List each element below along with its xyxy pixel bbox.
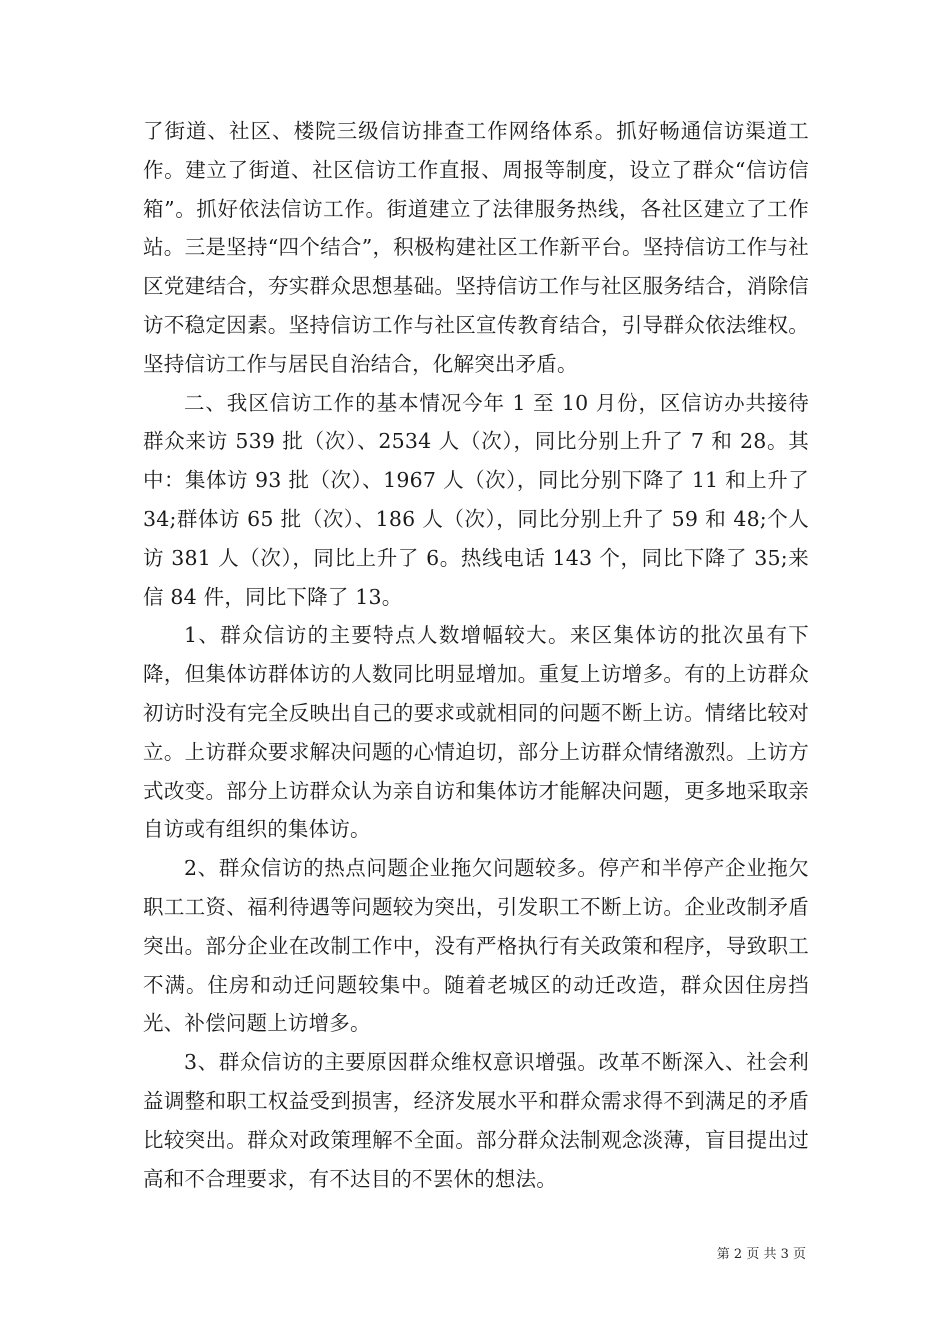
paragraph-3: 1、群众信访的主要特点人数增幅较大。来区集体访的批次虽有下降，但集体访群体访的人数同比明显增加。重复上访增多。有的上访群众初访时没有完全反映出自己的要求或就相同的问题不断上访。情绪比较对立。上访群众要求解决问题的心情迫切，部分上访群众情绪激烈。上访方式改变。部分上访群众认为亲自访和集体访才能解决问题，更多地采取亲自访或有组织的集体访。 xyxy=(143,623,809,842)
document-body xyxy=(143,112,809,1198)
paragraph-5: 3、群众信访的主要原因群众维权意识增强。改革不断深入、社会利益调整和职工权益受到损害，经济发展水平和群众需求得不到满足的矛盾比较突出。群众对政策理解不全面。部分群众法制观念淡薄，盲目提出过高和不合理要求，有不达目的不罢休的想法。 xyxy=(143,1050,809,1191)
paragraph-4: 2、群众信访的热点问题企业拖欠问题较多。停产和半停产企业拖欠职工工资、福利待遇等问题较为突出，引发职工不断上访。企业改制矛盾突出。部分企业在改制工作中，没有严格执行有关政策和程序，导致职工不满。住房和动迁问题较集中。随着老城区的动迁改造，群众因住房挡光、补偿问题上访增多。 xyxy=(143,856,809,1036)
paragraph-2: 二、我区信访工作的基本情况今年 1 至 10 月份，区信访办共接待群众来访 539 批（次）、2534 人（次），同比分别上升了 7 和 28。其中：集体访 93 批（次）、1967 人（次），同比分别下降了 11 和上升了 34;群体访 65 批（次）、186 人（次），同比分别上升了 59 和 48;个人访 381 人（次），同比上升了 6。热线电话 143 个，同比下降了 35;来信 84 件，同比下降了 13。 xyxy=(143,390,809,609)
paragraph-1: 了街道、社区、楼院三级信访排查工作网络体系。抓好畅通信访渠道工作。建立了街道、社区信访工作直报、周报等制度，设立了群众“信访信箱”。抓好依法信访工作。街道建立了法律服务热线，各社区建立了工作站。三是坚持“四个结合”，积极构建社区工作新平台。坚持信访工作与社区党建结合，夯实群众思想基础。坚持信访工作与社区服务结合，消除信访不稳定因素。坚持信访工作与社区宣传教育结合，引导群众依法维权。坚持信访工作与居民自治结合，化解突出矛盾。 xyxy=(143,119,809,376)
page-number-footer: 第 2 页 共 3 页 xyxy=(716,1247,806,1262)
